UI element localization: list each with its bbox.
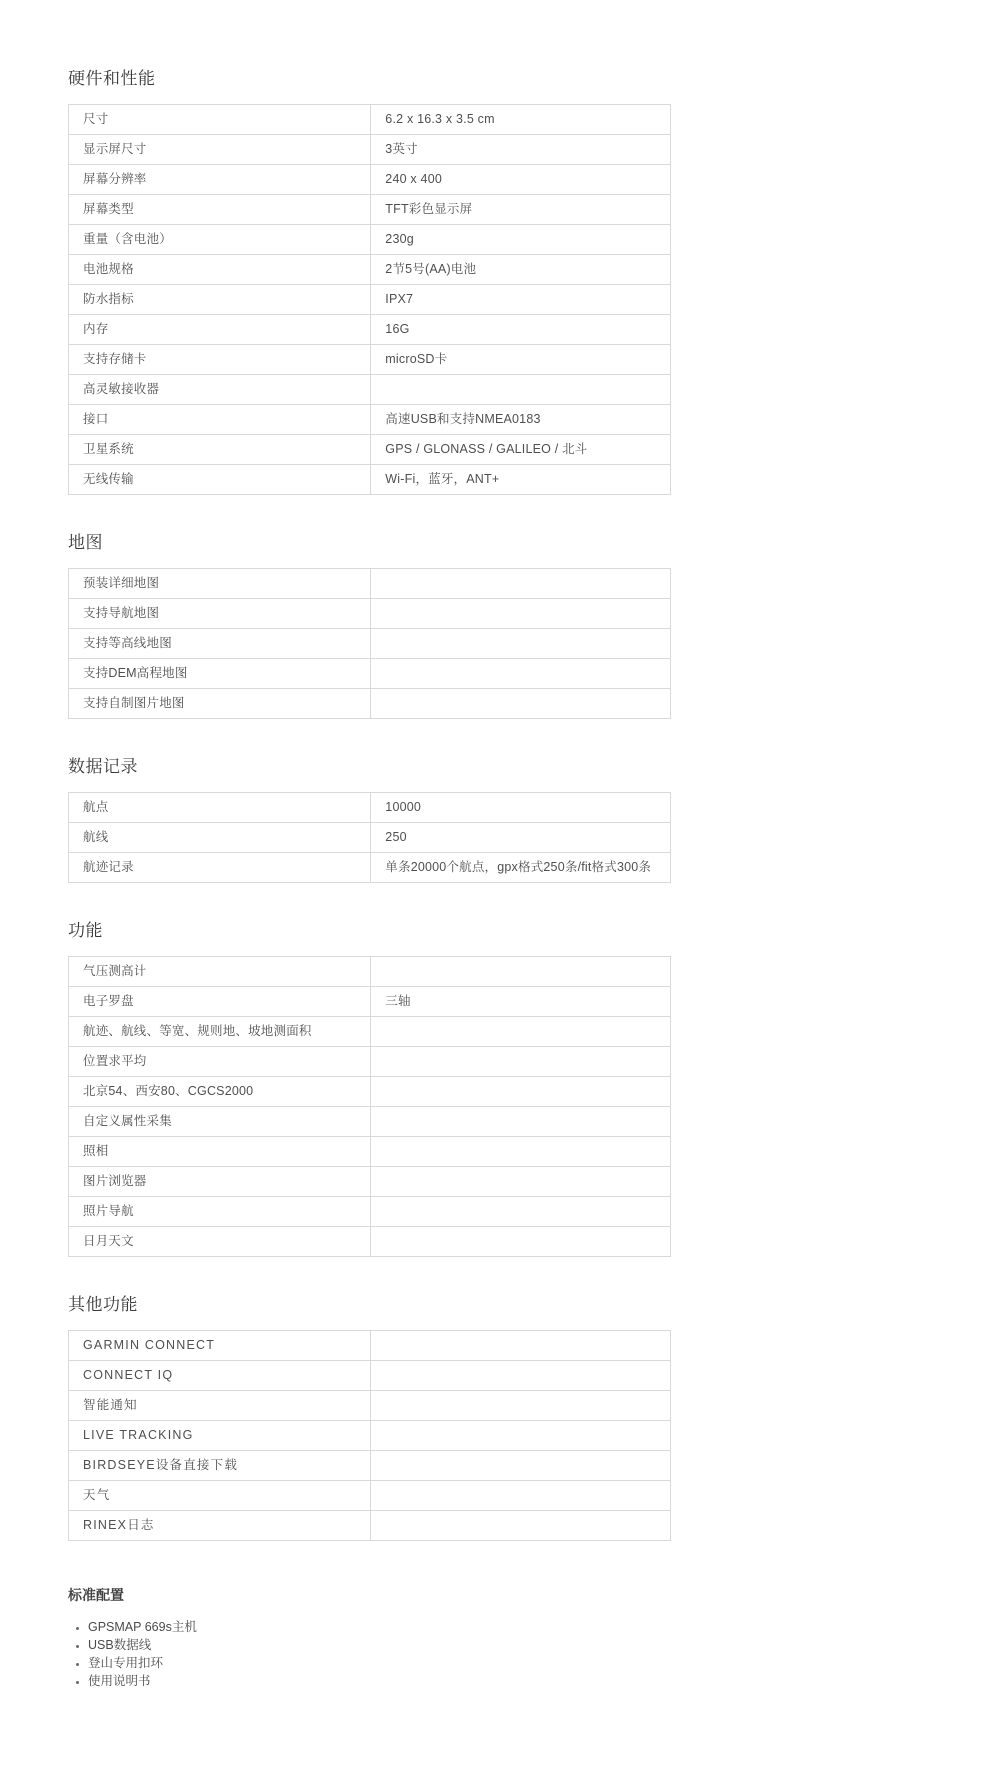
section-title: 其他功能 xyxy=(68,1295,138,1314)
spec-row-value xyxy=(371,1107,670,1136)
spec-row-value xyxy=(371,1167,670,1196)
spec-row-label: 航迹、航线、等宽、规则地、坡地测面积 xyxy=(69,1017,371,1046)
spec-row-value xyxy=(371,1331,670,1360)
table-row xyxy=(69,1076,670,1106)
spec-row-label: 航迹记录 xyxy=(69,853,371,882)
table-row xyxy=(69,1046,670,1076)
spec-row-value xyxy=(371,1017,670,1046)
spec-row-value xyxy=(371,1047,670,1076)
table-row xyxy=(69,1016,670,1046)
spec-row-value xyxy=(371,1137,670,1166)
table-row xyxy=(69,314,670,344)
spec-table xyxy=(68,792,671,883)
spec-row-label: 图片浏览器 xyxy=(69,1167,371,1196)
table-row xyxy=(69,569,670,598)
spec-row-value xyxy=(371,375,670,404)
spec-row-label: RINEX日志 xyxy=(69,1511,371,1540)
table-row xyxy=(69,194,670,224)
spec-row-label: LIVE TRACKING xyxy=(69,1421,371,1450)
table-row xyxy=(69,852,670,882)
spec-row-label: 电池规格 xyxy=(69,255,371,284)
spec-row-label: 无线传输 xyxy=(69,465,371,494)
spec-row-value xyxy=(371,1481,670,1510)
table-row xyxy=(69,164,670,194)
table-row xyxy=(69,957,670,986)
spec-row-label: 显示屏尺寸 xyxy=(69,135,371,164)
spec-row-label: 尺寸 xyxy=(69,105,371,134)
table-row xyxy=(69,598,670,628)
table-row xyxy=(69,688,670,718)
spec-row-value: 高速USB和支持NMEA0183 xyxy=(385,412,541,426)
table-row xyxy=(69,1450,670,1480)
table-row xyxy=(69,434,670,464)
spec-table xyxy=(68,104,671,495)
list-item: • 使用说明书 xyxy=(88,1672,671,1690)
spec-row-label: GARMIN CONNECT xyxy=(69,1331,371,1360)
spec-row-value xyxy=(371,1197,670,1226)
spec-row-value xyxy=(371,659,670,688)
table-row xyxy=(69,822,670,852)
spec-row-value xyxy=(371,629,670,658)
spec-row-label: 北京54、西安80、CGCS2000 xyxy=(69,1077,371,1106)
table-row xyxy=(69,628,670,658)
spec-row-label: 电子罗盘 xyxy=(69,987,371,1016)
table-row xyxy=(69,344,670,374)
spec-section xyxy=(68,64,671,495)
spec-row-label: 天气 xyxy=(69,1481,371,1510)
spec-section xyxy=(68,528,671,719)
spec-section xyxy=(68,1290,671,1541)
spec-row-label: 内存 xyxy=(69,315,371,344)
spec-row-value: 250 xyxy=(385,830,407,844)
table-row xyxy=(69,1510,670,1540)
table-row xyxy=(69,793,670,822)
spec-row-value xyxy=(371,957,670,986)
spec-row-value: 16G xyxy=(385,322,410,336)
spec-row-label: 自定义属性采集 xyxy=(69,1107,371,1136)
spec-row-value: GPS / GLONASS / GALILEO / 北斗 xyxy=(385,442,588,456)
table-row xyxy=(69,1360,670,1390)
spec-table xyxy=(68,1330,671,1541)
table-row xyxy=(69,1196,670,1226)
spec-row-value xyxy=(371,689,670,718)
spec-row-label: 支持DEM高程地图 xyxy=(69,659,371,688)
spec-row-label: 防水指标 xyxy=(69,285,371,314)
standard-config-title: 标准配置 xyxy=(68,1587,124,1603)
spec-row-value: 6.2 x 16.3 x 3.5 cm xyxy=(385,112,495,126)
table-row xyxy=(69,404,670,434)
section-title: 地图 xyxy=(68,533,103,552)
spec-content xyxy=(68,64,671,1541)
spec-row-label: 屏幕类型 xyxy=(69,195,371,224)
spec-row-value xyxy=(371,1511,670,1540)
spec-row-label: 支持导航地图 xyxy=(69,599,371,628)
spec-row-value xyxy=(371,1391,670,1420)
table-row xyxy=(69,986,670,1016)
spec-row-label: 气压测高计 xyxy=(69,957,371,986)
spec-row-label: 支持自制图片地图 xyxy=(69,689,371,718)
standard-config-list xyxy=(68,1618,671,1690)
table-row xyxy=(69,1136,670,1166)
spec-row-value: TFT彩色显示屏 xyxy=(385,202,473,216)
spec-row-label: 支持等高线地图 xyxy=(69,629,371,658)
spec-row-label: BIRDSEYE设备直接下载 xyxy=(69,1451,371,1480)
spec-row-label: CONNECT IQ xyxy=(69,1361,371,1390)
spec-row-value: 3英寸 xyxy=(385,142,418,156)
table-row xyxy=(69,464,670,494)
spec-row-value: Wi-Fi，蓝牙，ANT+ xyxy=(385,472,500,486)
spec-row-value xyxy=(371,569,670,598)
spec-row-label: 重量（含电池） xyxy=(69,225,371,254)
section-title: 硬件和性能 xyxy=(68,69,156,88)
spec-row-value: 2节5号(AA)电池 xyxy=(385,262,477,276)
spec-section xyxy=(68,752,671,883)
table-row xyxy=(69,284,670,314)
table-row xyxy=(69,1166,670,1196)
spec-row-label: 日月天文 xyxy=(69,1227,371,1256)
list-item: • USB数据线 xyxy=(88,1636,671,1654)
spec-row-value: 10000 xyxy=(385,800,422,814)
table-row xyxy=(69,224,670,254)
spec-row-value: microSD卡 xyxy=(385,352,448,366)
standard-config-section xyxy=(68,1585,671,1690)
table-row xyxy=(69,1480,670,1510)
table-row xyxy=(69,1390,670,1420)
spec-table xyxy=(68,956,671,1257)
table-row xyxy=(69,134,670,164)
spec-row-value xyxy=(371,1421,670,1450)
table-row xyxy=(69,1226,670,1256)
spec-row-value: 单条20000个航点，gpx格式250条/fit格式300条 xyxy=(385,860,652,874)
spec-row-label: 照相 xyxy=(69,1137,371,1166)
table-row xyxy=(69,1106,670,1136)
spec-row-value xyxy=(371,1451,670,1480)
spec-row-value: IPX7 xyxy=(385,292,414,306)
spec-section xyxy=(68,916,671,1257)
table-row xyxy=(69,1331,670,1360)
spec-row-label: 智能通知 xyxy=(69,1391,371,1420)
list-item: • GPSMAP 669s主机 xyxy=(88,1618,671,1636)
spec-table xyxy=(68,568,671,719)
spec-row-label: 航线 xyxy=(69,823,371,852)
spec-row-label: 照片导航 xyxy=(69,1197,371,1226)
spec-row-label: 接口 xyxy=(69,405,371,434)
spec-row-label: 航点 xyxy=(69,793,371,822)
table-row xyxy=(69,254,670,284)
list-item: • 登山专用扣环 xyxy=(88,1654,671,1672)
spec-row-value: 三轴 xyxy=(385,994,411,1008)
spec-row-value xyxy=(371,1361,670,1390)
spec-row-label: 位置求平均 xyxy=(69,1047,371,1076)
spec-row-label: 高灵敏接收器 xyxy=(69,375,371,404)
section-title: 功能 xyxy=(68,921,103,940)
table-row xyxy=(69,105,670,134)
table-row xyxy=(69,1420,670,1450)
spec-row-value xyxy=(371,599,670,628)
spec-row-label: 预装详细地图 xyxy=(69,569,371,598)
spec-row-label: 屏幕分辨率 xyxy=(69,165,371,194)
spec-row-label: 支持存储卡 xyxy=(69,345,371,374)
spec-row-value xyxy=(371,1077,670,1106)
spec-row-label: 卫星系统 xyxy=(69,435,371,464)
table-row xyxy=(69,658,670,688)
spec-row-value xyxy=(371,1227,670,1256)
spec-row-value: 240 x 400 xyxy=(385,172,443,186)
table-row xyxy=(69,374,670,404)
section-title: 数据记录 xyxy=(68,757,138,776)
spec-row-value: 230g xyxy=(385,232,414,246)
